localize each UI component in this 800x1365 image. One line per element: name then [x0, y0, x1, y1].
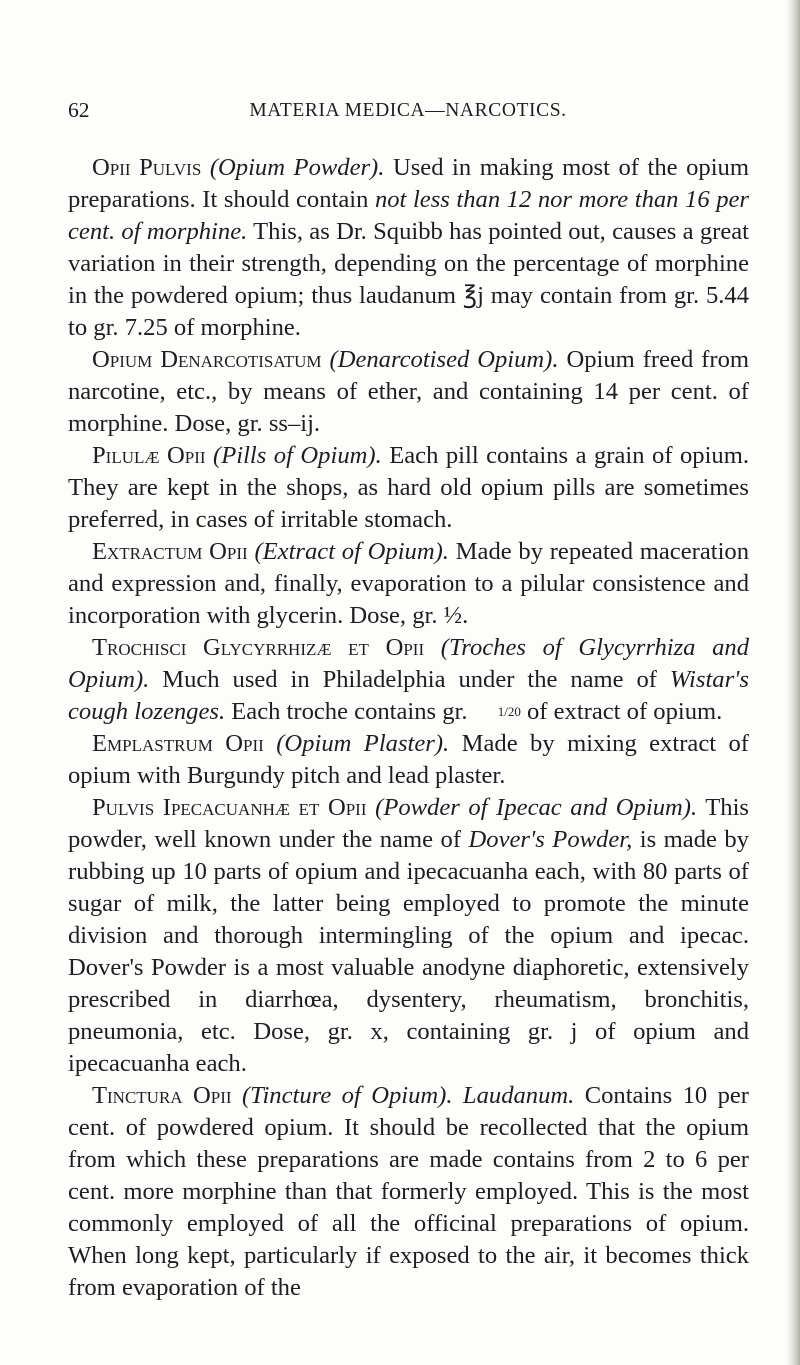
entry-text: .: [462, 602, 469, 629]
entry-emphasis: Wistar's cough lozenges.: [68, 666, 749, 725]
entry-text: This powder, well known under the name of: [68, 794, 749, 853]
entry-text: Contains 10 per cent. of powdered opium. It should be recollected that the opium from which these preparations are made contains from 2 to 6 per cent. more morphine than that formerly employed. This is the most commonly employed of all the officinal preparations of opium. When long kept, particularly if exposed to the air, it becomes thick from evaporation of the: [68, 1082, 750, 1301]
entry-text: Made by mixing extract of opium with Burgundy pitch and lead plaster.: [68, 730, 749, 789]
dose-fraction: 1/20: [497, 704, 521, 719]
entry-text: Opium freed from narcotine, etc., by means of ether, and containing 14 per cent. of morphine. Dose, gr. ss–ij.: [68, 346, 749, 437]
entry-english-name: (Pills of Opium).: [213, 442, 382, 469]
entry-emphasis: Dover's Powder,: [468, 826, 633, 853]
entry-name: Opii Pulvis: [92, 154, 202, 181]
page-number: 62: [68, 98, 90, 122]
entry-emphasis: not less than 12 nor more than 16 per cent. of morphine.: [68, 186, 749, 245]
entry-opium-denarcotisatum: [68, 344, 749, 440]
entry-opii-pulvis: [68, 152, 749, 344]
entry-pilulae-opii: [68, 440, 749, 536]
page-header: [68, 98, 748, 138]
entry-english-name: (Opium Plaster).: [276, 730, 450, 757]
entry-emphasis: Laudanum.: [452, 1082, 575, 1109]
entry-text: Made by repeated maceration and expression and, finally, evaporation to a pilular consistence and incorporation with glycerin. Dose, gr.: [68, 538, 750, 629]
entry-tinctura-opii: [68, 1080, 749, 1304]
entry-text: Much used in Philadelphia under the name of: [149, 666, 670, 693]
entry-pulvis-ipecacuanhae-et-opii: [68, 792, 749, 1080]
entry-name: Pilulæ Opii: [92, 442, 206, 469]
entry-trochisci-glycyrrhizae-et-opii: [68, 632, 749, 728]
entry-name: Trochisci Glycyrrhizæ et Opii: [92, 634, 425, 661]
entry-text: is made by rubbing up 10 parts of opium and ipecacuanha each, with 80 parts of sugar of milk, the latter being employed to promote the minute division and thorough intermingling of the opium and ipecac. Dover's Powder is a most valuable anodyne diaphoretic, extensively prescribed in diarrhœa, dysentery, rheumatism, bronchitis, pneumonia, etc. Dose, gr. x, containing gr. j of opium and ipecacuanha each.: [68, 826, 750, 1077]
entry-name: Pulvis Ipecacuanhæ et Opii: [92, 794, 367, 821]
dose-fraction: ½: [443, 602, 463, 629]
entry-text: of extract of opium.: [520, 698, 723, 725]
entry-english-name: (Denarcotised Opium).: [329, 346, 559, 373]
entry-text: Used in making most of the opium preparations. It should contain: [68, 154, 749, 213]
page-body: [68, 152, 749, 1304]
entry-english-name: (Opium Powder).: [209, 154, 385, 181]
entry-english-name: (Powder of Ipecac and Opium).: [375, 794, 698, 821]
entry-emplastrum-opii: [68, 728, 749, 792]
entry-english-name: (Troches of Glycyrrhiza and Opium).: [68, 634, 750, 693]
entry-text: This, as Dr. Squibb has pointed out, causes a great variation in their strength, depending on the percentage of morphine in the powdered opium; thus laudanum ℥j may contain from gr. 5.44 to gr. 7.25 of morphine.: [68, 218, 749, 341]
entry-english-name: (Extract of Opium).: [254, 538, 449, 565]
page-edge-shadow: [786, 0, 800, 1365]
running-title: MATERIA MEDICA—NARCOTICS.: [249, 100, 567, 121]
entry-name: Tinctura Opii: [92, 1082, 232, 1109]
entry-name: Emplastrum Opii: [92, 730, 264, 757]
entry-name: Extractum Opii: [92, 538, 248, 565]
entry-text: Each pill contains a grain of opium. They are kept in the shops, as hard old opium pills are sometimes preferred, in cases of irritable stomach.: [68, 442, 749, 533]
entry-text: Each troche contains gr.: [225, 698, 474, 725]
entry-english-name: (Tincture of Opium).: [241, 1082, 453, 1109]
entry-extractum-opii: [68, 536, 749, 632]
entry-name: Opium Denarcotisatum: [92, 346, 322, 373]
